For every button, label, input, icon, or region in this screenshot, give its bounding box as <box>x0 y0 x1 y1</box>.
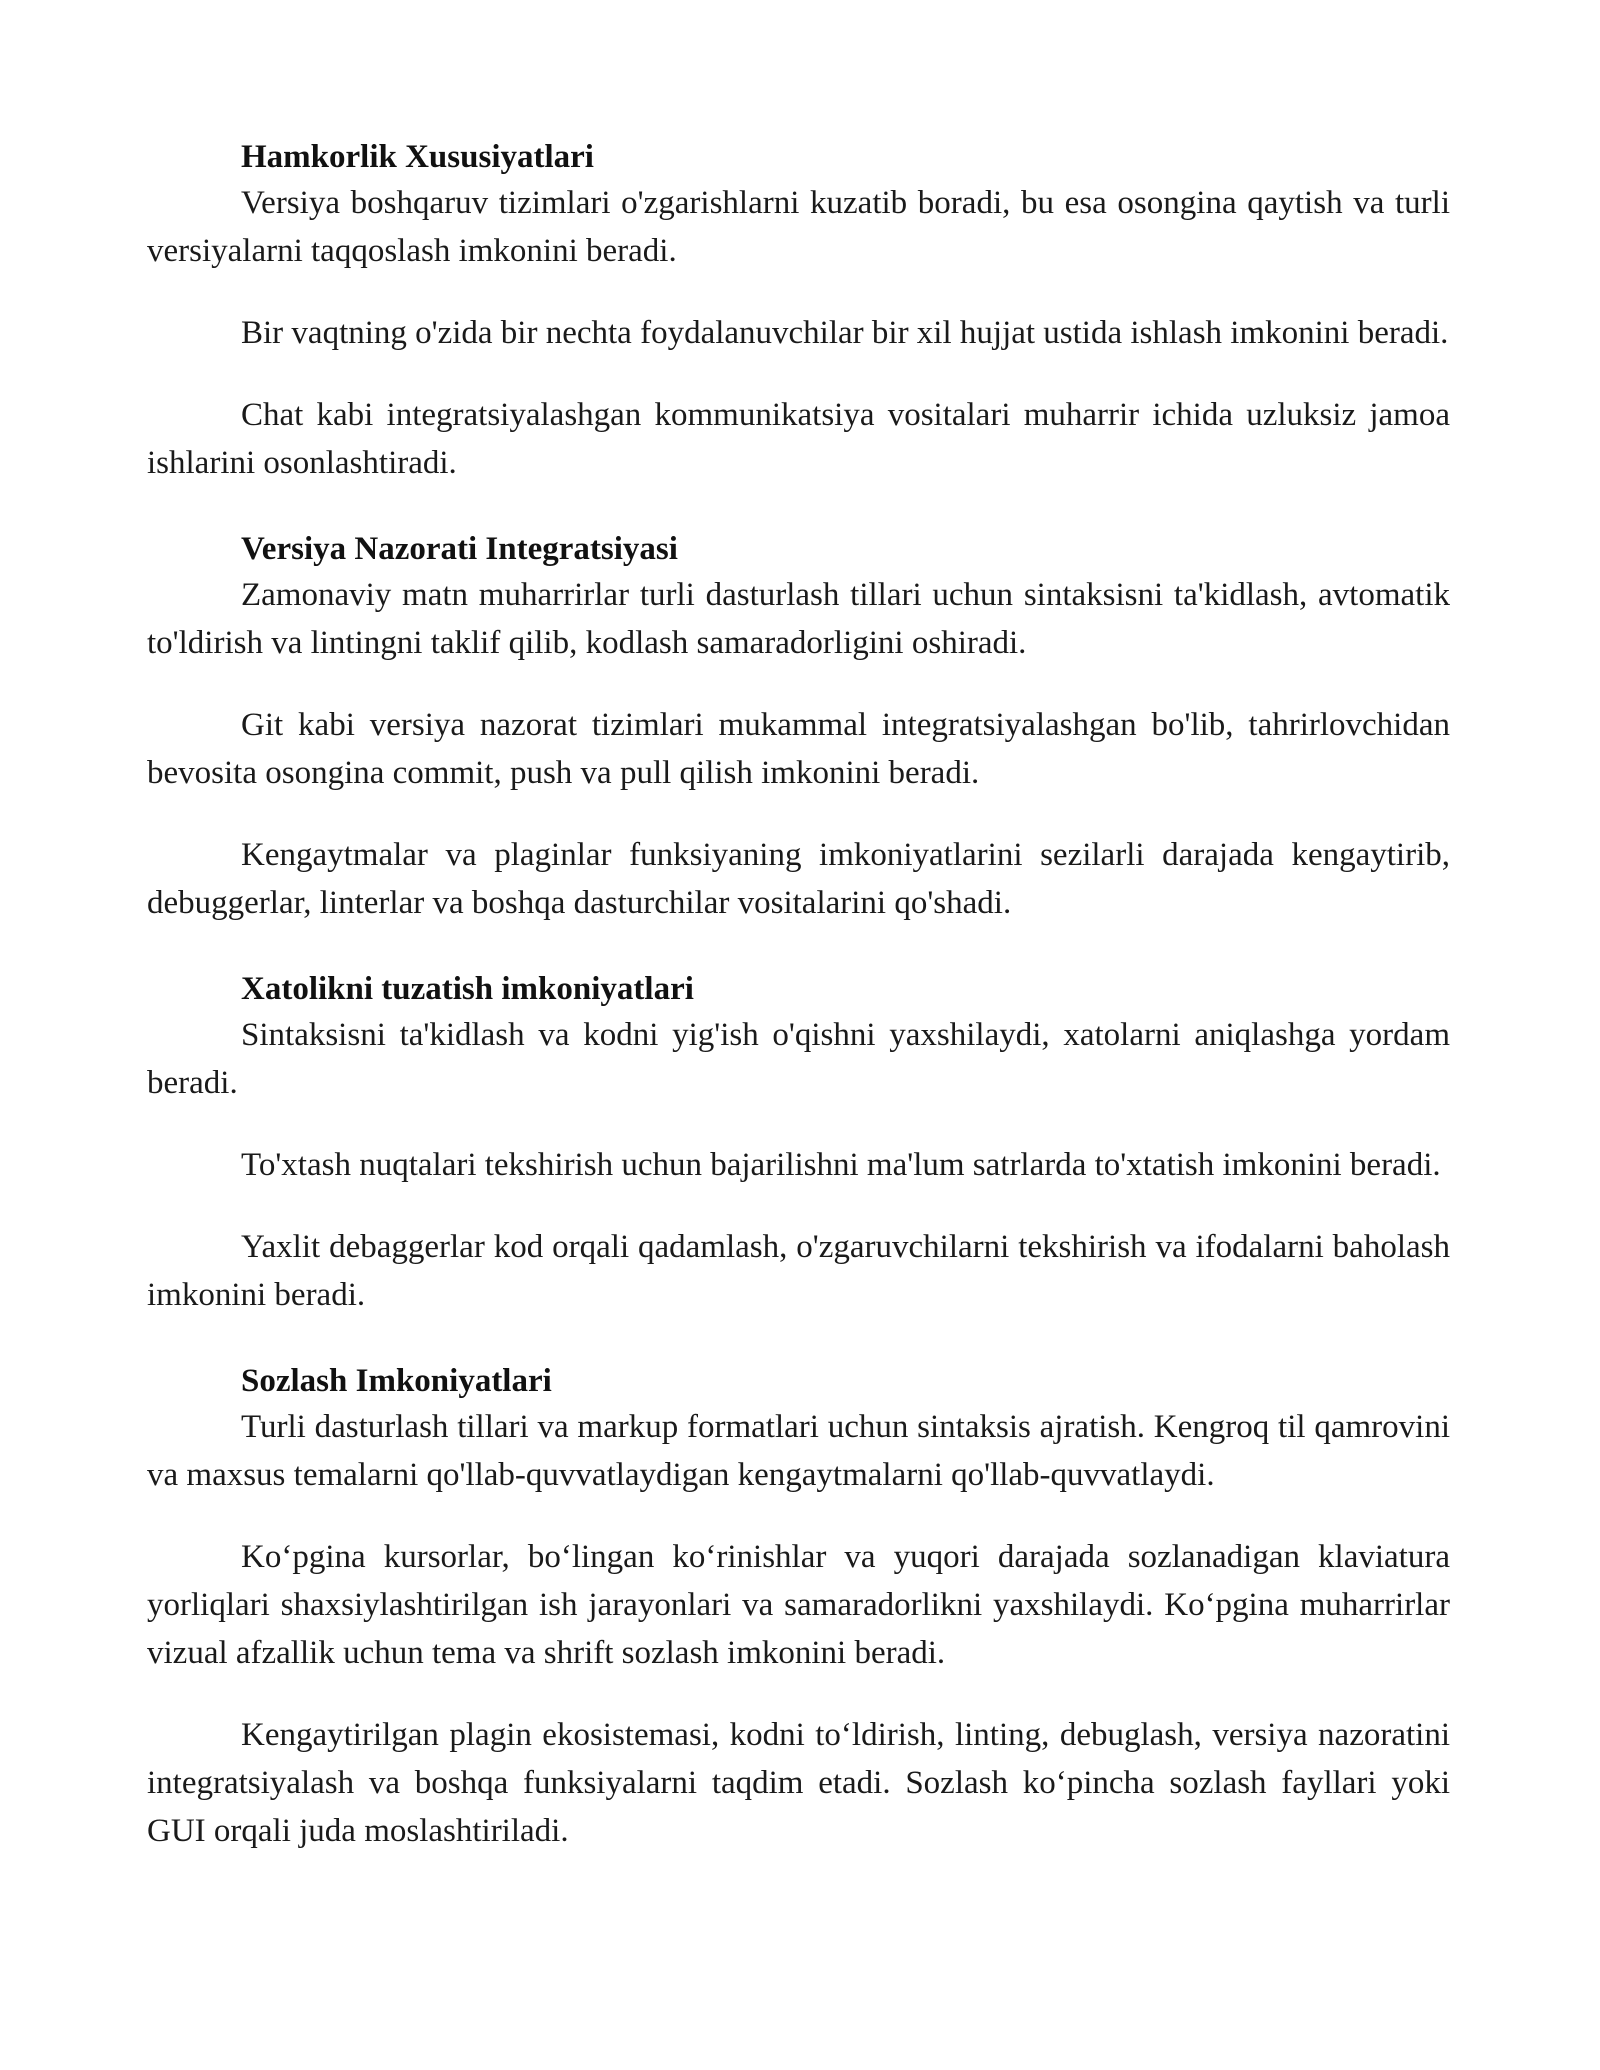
section-heading: Sozlash Imkoniyatlari <box>241 1363 552 1399</box>
paragraph: Versiya boshqaruv tizimlari o'zgarishlarni kuzatib boradi, bu esa osongina qaytish va turli versiyalarni taqqoslash imkonini beradi. <box>147 185 1450 269</box>
paragraph: Yaxlit debaggerlar kod orqali qadamlash, o'zgaruvchilarni tekshirish va ifodalarni baholash imkonini beradi. <box>147 1229 1450 1313</box>
paragraph: Chat kabi integratsiyalashgan kommunikatsiya vositalari muharrir ichida uzluksiz jamoa ishlarini osonlashtiradi. <box>147 397 1450 481</box>
paragraph: Git kabi versiya nazorat tizimlari mukammal integratsiyalashgan bo'lib, tahrirlovchidan bevosita osongina commit, push va pull qilish imkonini beradi. <box>147 707 1450 791</box>
paragraph: Kengaytmalar va plaginlar funksiyaning imkoniyatlarini sezilarli darajada kengaytirib, debuggerlar, linterlar va boshqa dasturchilar vositalarini qo'shadi. <box>147 837 1450 921</box>
paragraph: Sintaksisni ta'kidlash va kodni yig'ish o'qishni yaxshilaydi, xatolarni aniqlashga yordam beradi. <box>147 1017 1450 1101</box>
section-heading: Xatolikni tuzatish imkoniyatlari <box>241 971 694 1007</box>
section-heading: Versiya Nazorati Integratsiyasi <box>241 531 678 567</box>
paragraph: Zamonaviy matn muharrirlar turli dasturlash tillari uchun sintaksisni ta'kidlash, avtomatik to'ldirish va lintingni taklif qilib, kodlash samaradorligini oshiradi. <box>147 577 1450 661</box>
paragraph: Turli dasturlash tillari va markup formatlari uchun sintaksis ajratish. Kengroq til qamrovini va maxsus temalarni qo'llab-quvvatlaydigan kengaytmalarni qo'llab-quvvatlaydi. <box>147 1409 1450 1493</box>
section-customization <box>147 1359 1450 1855</box>
section-version-control <box>147 527 1450 927</box>
section-debugging <box>147 967 1450 1319</box>
paragraph: Kengaytirilgan plagin ekosistemasi, kodni to‘ldirish, linting, debuglash, versiya nazoratini integratsiyalash va boshqa funksiyalarni taqdim etadi. Sozlash ko‘pincha sozlash fayllari yoki GUI orqali juda moslashtiriladi. <box>147 1717 1450 1849</box>
section-collaboration <box>147 135 1450 487</box>
document-page <box>147 135 1450 1895</box>
paragraph: To'xtash nuqtalari tekshirish uchun bajarilishni ma'lum satrlarda to'xtatish imkonini beradi. <box>241 1147 1441 1183</box>
paragraph: Ko‘pgina kursorlar, bo‘lingan ko‘rinishlar va yuqori darajada sozlanadigan klaviatura yorliqlari shaxsiylashtirilgan ish jarayonlari va samaradorlikni yaxshilaydi. Ko‘pgina muharrirlar vizual afzallik uchun tema va shrift sozlash imkonini beradi. <box>147 1539 1450 1671</box>
paragraph: Bir vaqtning o'zida bir nechta foydalanuvchilar bir xil hujjat ustida ishlash imkonini beradi. <box>241 315 1449 351</box>
section-heading: Hamkorlik Xususiyatlari <box>241 139 594 175</box>
